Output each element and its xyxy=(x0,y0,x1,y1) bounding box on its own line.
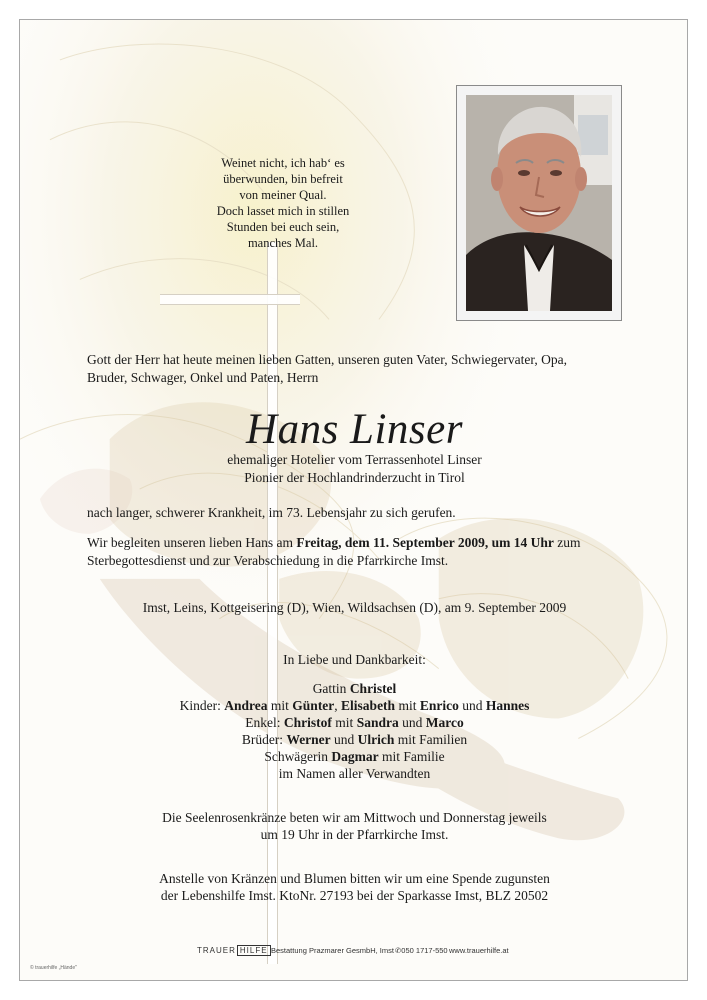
mourner-name: Enrico xyxy=(419,698,459,713)
mourner-name: Hannes xyxy=(485,698,530,713)
deceased-name: Hans Linser xyxy=(246,406,463,453)
label: Kinder: xyxy=(179,698,225,713)
copyright-note: © trauerhilfe „Hände" xyxy=(30,965,77,971)
mourner-name: Ulrich xyxy=(357,732,395,747)
poem-line: manches Mal. xyxy=(247,236,319,250)
connector: mit Familie xyxy=(378,749,445,764)
portrait-frame xyxy=(456,85,622,321)
poem-line: Stunden bei euch sein, xyxy=(226,220,340,234)
mourner-name: Christof xyxy=(283,715,332,730)
footer-phone xyxy=(395,946,448,955)
mourner-name: Andrea xyxy=(224,698,268,713)
funeral-line-2: Sterbegottesdienst und zur Verabschiedung in die Pfarrkirche Imst. xyxy=(87,553,449,568)
mourner-name: Dagmar xyxy=(331,749,379,764)
mourner-name: Werner xyxy=(286,732,331,747)
label: Schwägerin xyxy=(264,749,332,764)
phone-icon: ✆ xyxy=(395,946,402,955)
rosary-line-1: Die Seelenrosenkränze beten wir am Mittwoch und Donnerstag jeweils xyxy=(162,810,547,825)
poem-line: Doch lasset mich in stillen xyxy=(216,204,350,218)
intro-line-2: Bruder, Schwager, Onkel und Paten, Herrn xyxy=(87,370,319,385)
deceased-title-1: ehemaliger Hotelier vom Terrassenhotel Linser xyxy=(227,452,482,467)
death-announcement: nach langer, schwerer Krankheit, im 73. Lebensjahr zu sich gerufen. xyxy=(87,505,456,520)
logo-text-right: HILFE xyxy=(237,945,271,956)
funeral-date: Freitag, dem 11. September 2009, um 14 Uhr xyxy=(296,535,554,550)
deceased-title-2: Pionier der Hochlandrinderzucht in Tirol xyxy=(244,470,465,485)
poem xyxy=(195,155,371,251)
mourner-name: Marco xyxy=(425,715,464,730)
funeral-pre: Wir begleiten unseren lieben Hans am xyxy=(87,535,297,550)
trauerhilfe-logo xyxy=(197,945,271,956)
mourner-sister-in-law xyxy=(20,748,688,766)
connector: mit xyxy=(395,698,420,713)
poem-line: von meiner Qual. xyxy=(239,188,327,202)
portrait-photo xyxy=(466,95,612,311)
logo-text-left: TRAUER xyxy=(197,946,236,955)
closing-line: In Liebe und Dankbarkeit: xyxy=(283,652,426,667)
connector: und xyxy=(398,715,426,730)
funeral-post: zum xyxy=(553,535,581,550)
label: Gattin xyxy=(312,681,350,696)
label: Brüder: xyxy=(241,732,287,747)
mourner-relatives: im Namen aller Verwandten xyxy=(278,766,431,781)
mourner-name: Elisabeth xyxy=(341,698,396,713)
footer-company: Bestattung Prazmarer GesmbH, Imst xyxy=(271,946,394,955)
mourner-name: Christel xyxy=(349,681,397,696)
poem-line: Weinet nicht, ich hab‘ es xyxy=(221,156,345,170)
connector: und xyxy=(330,732,358,747)
connector: und xyxy=(458,698,486,713)
phone-number: 050 1717-550 xyxy=(401,946,448,955)
connector: mit Familien xyxy=(394,732,468,747)
footer-website[interactable]: www.trauerhilfe.at xyxy=(449,946,509,955)
poem-line: überwunden, bin befreit xyxy=(223,172,343,186)
donation-line-1: Anstelle von Kränzen und Blumen bitten wir um eine Spende zugunsten xyxy=(159,871,550,886)
connector: , xyxy=(334,698,342,713)
mourner-brothers xyxy=(20,731,688,749)
rosary-line-2: um 19 Uhr in der Pfarrkirche Imst. xyxy=(260,827,449,842)
mourner-wife xyxy=(20,680,688,698)
place-date: Imst, Leins, Kottgeisering (D), Wien, Wildsachsen (D), am 9. September 2009 xyxy=(142,600,567,615)
connector: mit xyxy=(267,698,293,713)
label: Enkel: xyxy=(245,715,284,730)
parte-page xyxy=(19,19,688,981)
mourner-grandchildren xyxy=(20,714,688,732)
intro-line-1: Gott der Herr hat heute meinen lieben Gatten, unseren guten Vater, Schwiegervater, Opa, xyxy=(87,352,567,367)
mourner-name: Sandra xyxy=(356,715,399,730)
mourner-name: Günter xyxy=(292,698,335,713)
footer xyxy=(197,945,517,957)
funeral-line-1 xyxy=(87,534,581,552)
connector: mit xyxy=(331,715,357,730)
mourner-children xyxy=(20,697,688,715)
donation-line-2: der Lebenshilfe Imst. KtoNr. 27193 bei der Sparkasse Imst, BLZ 20502 xyxy=(160,888,549,903)
